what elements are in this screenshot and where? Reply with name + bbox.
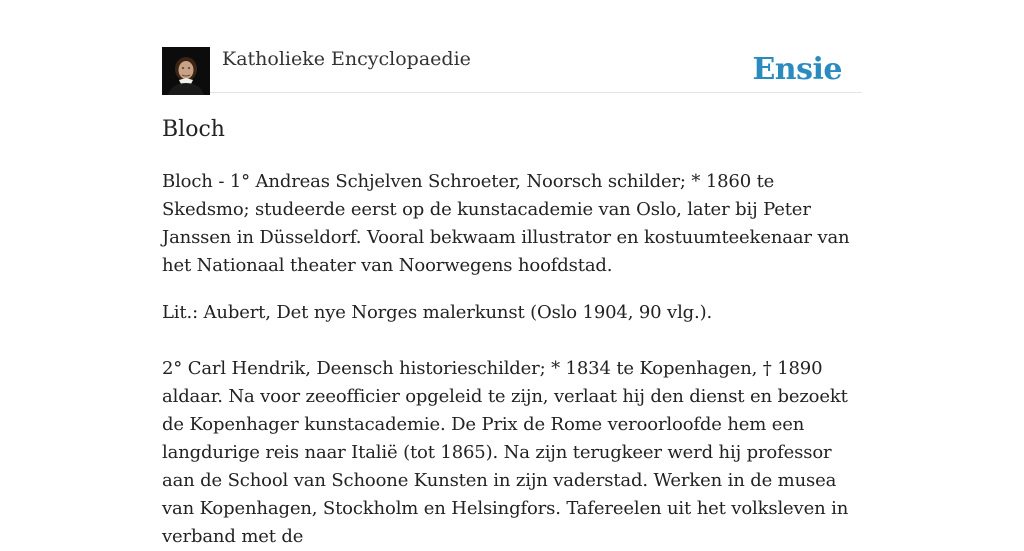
site-name[interactable]: Katholieke Encyclopaedie — [222, 48, 471, 70]
article-paragraph: Bloch - 1° Andreas Schjelven Schroeter, Noorsch schilder; * 1860 te Skedsmo; studeerde eerst op de kunstacademie van Oslo, later bij Peter Janssen in Düsseldorf. Vooral bekwaam illustrator en kostuumteekenaar van het Nationaal theater van Noorwegens hoofdstad. — [162, 171, 850, 276]
portrait-avatar-icon[interactable] — [162, 47, 210, 95]
ensie-logo[interactable]: Ensie — [752, 52, 842, 87]
literature-reference: Lit.: Aubert, Det nye Norges malerkunst (Oslo 1904, 90 vlg.). — [162, 302, 713, 323]
article-paragraph: 2° Carl Hendrik, Deensch historieschilder; * 1834 te Kopenhagen, † 1890 aldaar. Na voor zeeofficier opgeleid te zijn, verlaat hij den dienst en bezoekt de Kopenhager kunstacademie. De Prix de Rome veroorloofde hem een langdurige reis naar Italië (tot 1865). Na zijn terugkeer werd hij professor aan de School van Schoone Kunsten in zijn vaderstad. Werken in de musea van Kopenhagen, Stockholm en Helsingfors. Tafereelen uit het volksleven in verband met de — [162, 358, 849, 547]
page-title: Bloch — [162, 117, 225, 142]
portrait-illustration — [162, 47, 210, 95]
site-header — [162, 44, 862, 93]
article-body — [162, 168, 862, 551]
